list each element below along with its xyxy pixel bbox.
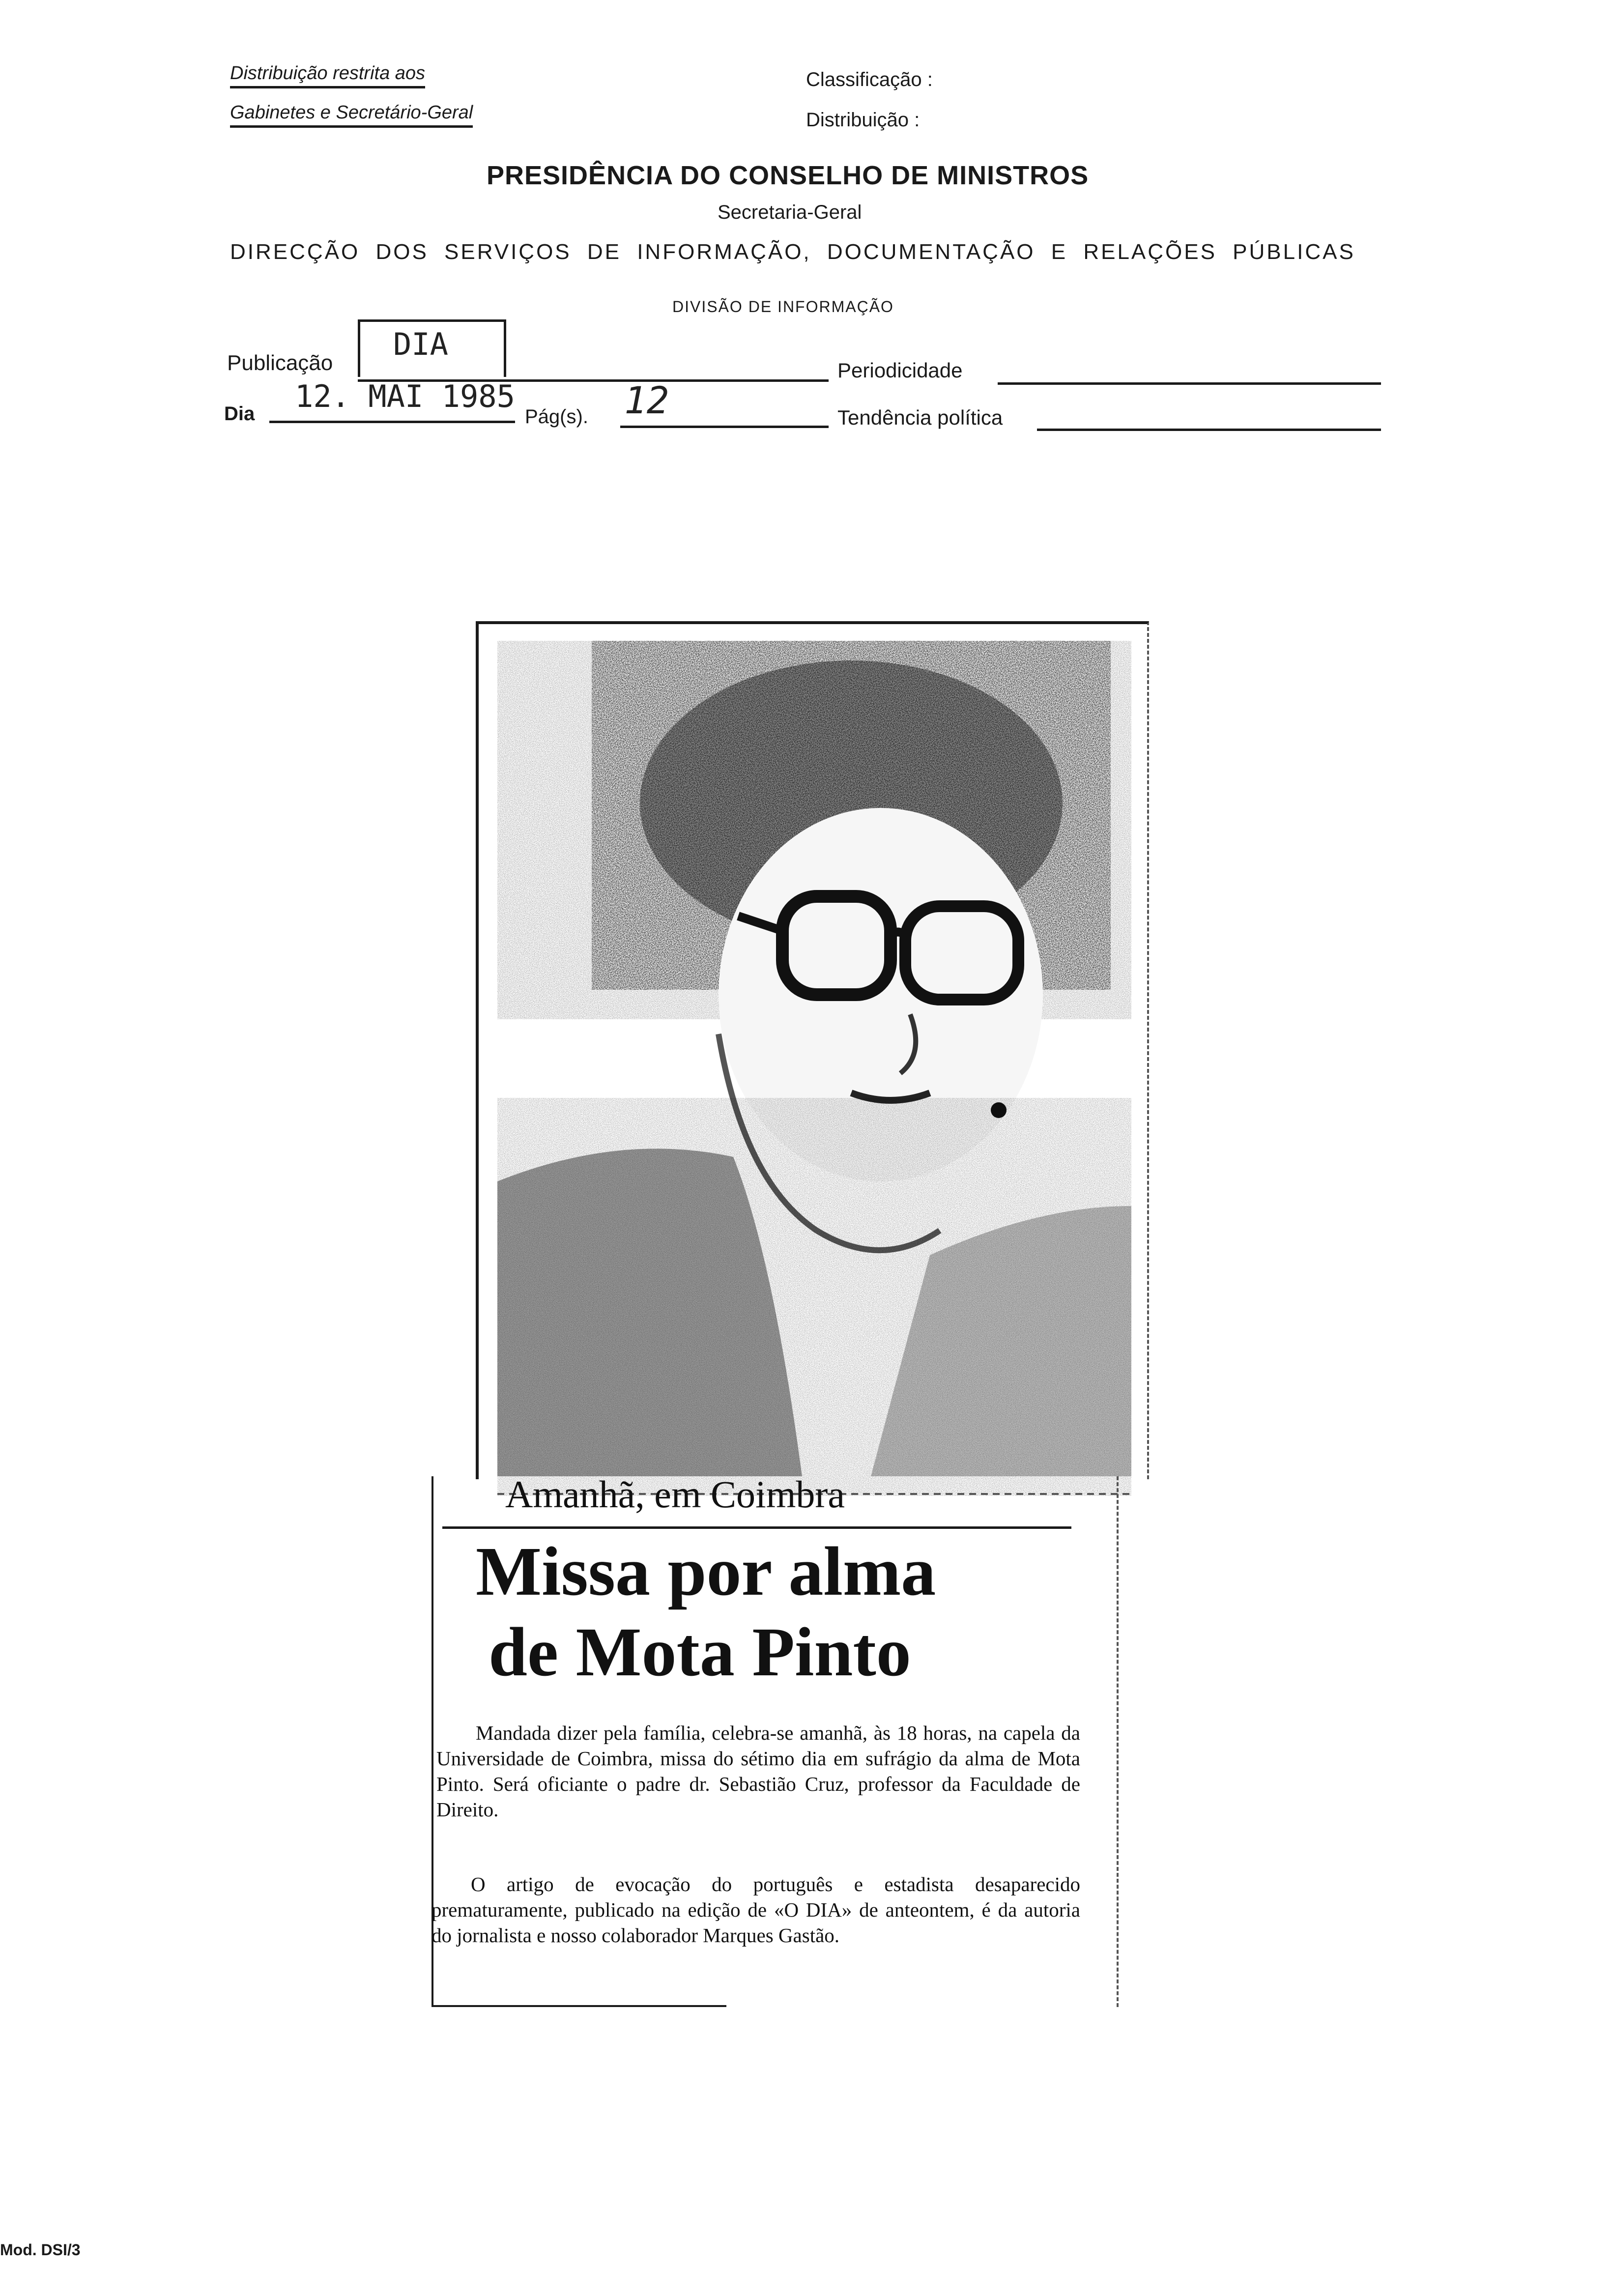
pags-value: 12 xyxy=(624,378,669,422)
kicker: Amanhã, em Coimbra xyxy=(505,1473,845,1516)
restricted-line-1: Distribuição restrita aos xyxy=(230,63,425,88)
direccao-line: DIRECÇÃO DOS SERVIÇOS DE INFORMAÇÃO, DOCUMENTAÇÃO E RELAÇÕES PÚBLICAS xyxy=(230,240,1355,264)
tendencia-label: Tendência política xyxy=(837,406,1003,429)
dia-underline xyxy=(269,421,515,423)
headline-line-2: de Mota Pinto xyxy=(489,1613,911,1691)
portrait-photo xyxy=(497,641,1131,1496)
classificacao-label: Classificação : xyxy=(806,69,933,90)
article-paragraph-1: Mandada dizer pela família, celebra-se amanhã, às 18 horas, na capela da Universidade de Coimbra, missa do sétimo dia em sufrágio da alma de Mota Pinto. Será oficiante o padre dr. Sebastião Cruz, professor da Faculdade de Direito. xyxy=(436,1722,1080,1821)
dia-label: Dia xyxy=(224,403,255,425)
distribuicao-label: Distribuição : xyxy=(806,109,920,131)
restricted-line-2: Gabinetes e Secretário-Geral xyxy=(230,102,473,128)
divisao-line: DIVISÃO DE INFORMAÇÃO xyxy=(672,298,894,316)
dia-value: 12. MAI 1985 xyxy=(295,378,515,414)
newspaper-clipping xyxy=(432,621,1149,2037)
pags-underline xyxy=(620,426,829,428)
periodicidade-label: Periodicidade xyxy=(837,359,963,382)
publicacao-value: DIA xyxy=(393,326,448,362)
secretaria-subtitle: Secretaria-Geral xyxy=(718,201,862,223)
headline-line-1: Missa por alma xyxy=(476,1532,936,1610)
presidencia-title: PRESIDÊNCIA DO CONSELHO DE MINISTROS xyxy=(487,161,1089,190)
tendencia-underline xyxy=(1037,429,1381,431)
pags-label: Pág(s). xyxy=(525,406,588,428)
clipping-bottom-edge xyxy=(432,2005,726,2007)
article-paragraph-2: O artigo de evocação do português e estadista desaparecido prematuramente, publicado na edição de «O DIA» de anteontem, é da autoria do jornalista e nosso colaborador Marques Gastão. xyxy=(432,1873,1080,1947)
periodicidade-underline xyxy=(998,382,1381,385)
form-model-number: Mod. DSI/3 xyxy=(0,2241,81,2259)
publicacao-label: Publicação xyxy=(227,351,333,375)
kicker-rule xyxy=(442,1526,1071,1529)
